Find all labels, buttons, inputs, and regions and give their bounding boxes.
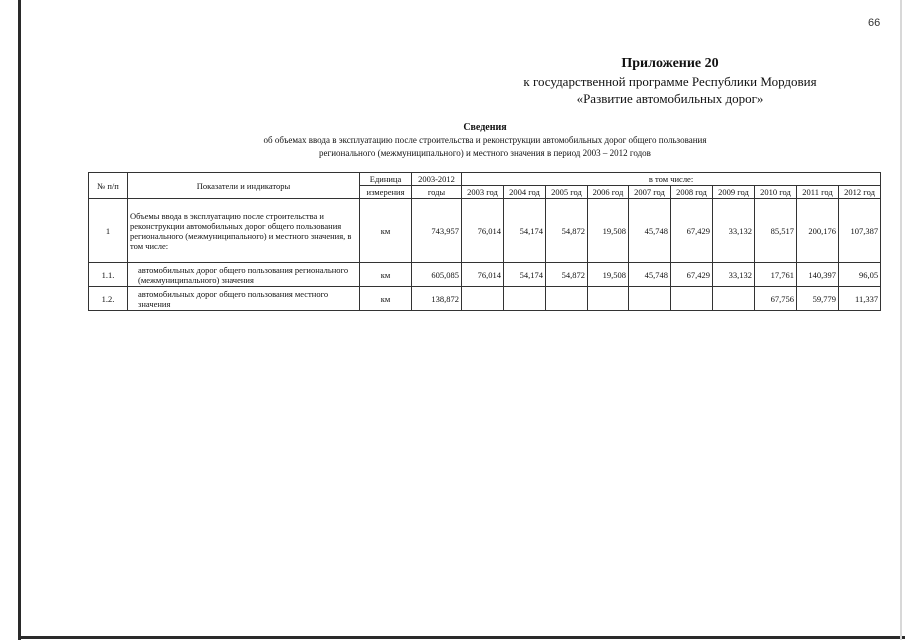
header-period-line-1: 2003-2012 xyxy=(412,173,462,186)
row-value: 45,748 xyxy=(629,199,671,263)
table-row xyxy=(89,263,881,287)
scan-bottom-border xyxy=(18,636,905,639)
row-num: 1.1. xyxy=(89,263,128,287)
row-value: 85,517 xyxy=(755,199,797,263)
appendix-title: Приложение 20 xyxy=(621,56,719,71)
row-value: 96,05 xyxy=(839,263,881,287)
row-unit: км xyxy=(360,199,412,263)
header-year: 2005 год xyxy=(546,186,588,199)
row-unit: км xyxy=(360,287,412,311)
page-number: 66 xyxy=(868,17,881,29)
row-unit: км xyxy=(360,263,412,287)
row-value: 107,387 xyxy=(839,199,881,263)
header-year: 2009 год xyxy=(713,186,755,199)
appendix-line-1: к государственной программе Республики Мордовия xyxy=(523,74,817,89)
row-value: 59,779 xyxy=(797,287,839,311)
row-value xyxy=(546,287,588,311)
data-table xyxy=(88,172,881,311)
header-year: 2008 год xyxy=(671,186,713,199)
header-indicators: Показатели и индикаторы xyxy=(128,173,360,199)
row-value: 67,429 xyxy=(671,199,713,263)
row-value: 45,748 xyxy=(629,263,671,287)
header-year: 2011 год xyxy=(797,186,839,199)
row-value: 76,014 xyxy=(462,199,504,263)
row-num: 1 xyxy=(89,199,128,263)
row-value xyxy=(713,287,755,311)
row-value: 140,397 xyxy=(797,263,839,287)
heading-line-1: об объемах ввода в эксплуатацию после строительства и реконструкции автомобильных дорог общего пользования xyxy=(263,135,707,145)
header-unit-line-1: Единица xyxy=(360,173,412,186)
table-row xyxy=(89,287,881,311)
row-value: 67,756 xyxy=(755,287,797,311)
row-value: 33,132 xyxy=(713,263,755,287)
heading-title: Сведения xyxy=(463,122,507,133)
appendix-line-2: «Развитие автомобильных дорог» xyxy=(576,91,764,106)
row-description: автомобильных дорог общего пользования регионального (межмуниципального) значения xyxy=(128,263,360,287)
row-value xyxy=(671,287,713,311)
row-value: 33,132 xyxy=(713,199,755,263)
row-total: 605,085 xyxy=(412,263,462,287)
header-year: 2006 год xyxy=(588,186,629,199)
row-value: 200,176 xyxy=(797,199,839,263)
row-value: 17,761 xyxy=(755,263,797,287)
row-value: 54,872 xyxy=(546,199,588,263)
row-value: 54,174 xyxy=(504,263,546,287)
row-value: 76,014 xyxy=(462,263,504,287)
scan-left-border xyxy=(18,0,21,640)
row-value: 54,872 xyxy=(546,263,588,287)
appendix-block xyxy=(470,55,870,107)
header-year: 2004 год xyxy=(504,186,546,199)
row-total: 743,957 xyxy=(412,199,462,263)
row-value: 67,429 xyxy=(671,263,713,287)
header-year: 2007 год xyxy=(629,186,671,199)
row-value: 54,174 xyxy=(504,199,546,263)
row-value xyxy=(462,287,504,311)
header-year: 2003 год xyxy=(462,186,504,199)
row-total: 138,872 xyxy=(412,287,462,311)
header-row-1 xyxy=(89,173,881,186)
row-value xyxy=(629,287,671,311)
header-year: 2010 год xyxy=(755,186,797,199)
document-heading xyxy=(90,122,880,160)
row-value xyxy=(504,287,546,311)
row-num: 1.2. xyxy=(89,287,128,311)
header-num: № п/п xyxy=(89,173,128,199)
header-year: 2012 год xyxy=(839,186,881,199)
header-including: в том числе: xyxy=(462,173,881,186)
row-description: Объемы ввода в эксплуатацию после строительства и реконструкции автомобильных дорог общего пользования регионального (межмуниципального) и местного значения, в том числе: xyxy=(128,199,360,263)
header-unit-line-2: измерения xyxy=(360,186,412,199)
table-row xyxy=(89,199,881,263)
row-value: 11,337 xyxy=(839,287,881,311)
scan-right-edge xyxy=(900,0,902,640)
row-value: 19,508 xyxy=(588,199,629,263)
row-description: автомобильных дорог общего пользования местного значения xyxy=(128,287,360,311)
row-value: 19,508 xyxy=(588,263,629,287)
heading-line-2: регионального (межмуниципального) и местного значения в период 2003 – 2012 годов xyxy=(319,148,651,158)
row-value xyxy=(588,287,629,311)
header-period-line-2: годы xyxy=(412,186,462,199)
